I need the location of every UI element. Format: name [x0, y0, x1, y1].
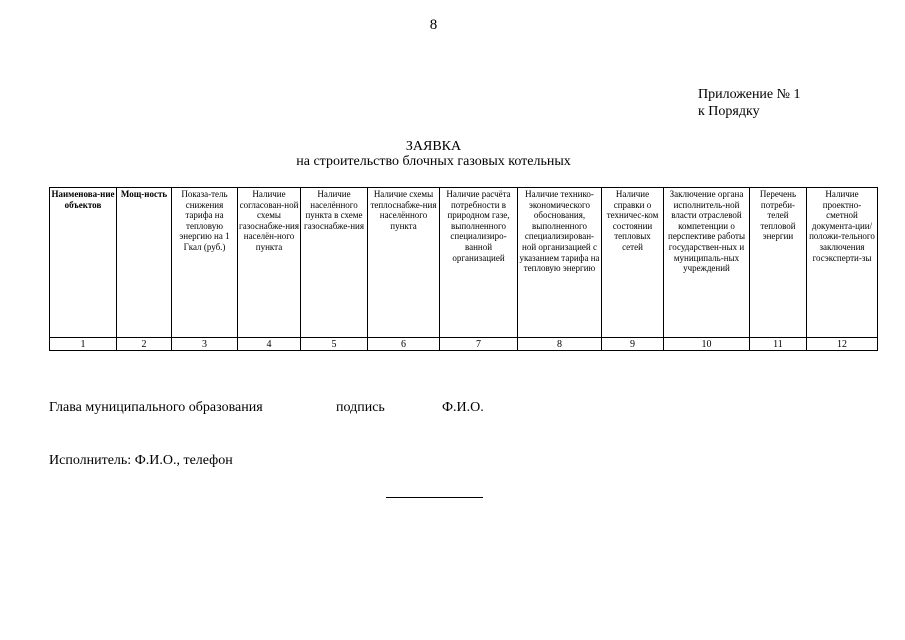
column-number: 6 [368, 338, 440, 351]
document-title: ЗАЯВКА [405, 139, 462, 154]
bottom-divider [386, 497, 483, 498]
signature-position: Глава муниципального образования [49, 400, 263, 415]
column-number: 9 [602, 338, 664, 351]
application-table [49, 187, 878, 351]
appendix-note [698, 86, 801, 120]
column-number: 3 [172, 338, 238, 351]
header-cell: Мощ-ность [117, 188, 172, 338]
column-number: 2 [117, 338, 172, 351]
column-number: 11 [750, 338, 807, 351]
header-cell: Наличие технико-экономического обоснования, выполненного специализирован-ной организацией с указанием тарифа на тепловую энергию [518, 188, 602, 338]
header-cell: Наличие согласован-ной схемы газоснабже-ния населён-ного пункта [238, 188, 301, 338]
signature-name-label: Ф.И.О. [442, 400, 484, 415]
title-block [0, 139, 867, 169]
column-number: 8 [518, 338, 602, 351]
header-cell: Показа-тель снижения тарифа на тепловую энергию на 1 Гкал (руб.) [172, 188, 238, 338]
appendix-line-2: к Порядку [698, 104, 760, 119]
table-header-row [50, 188, 878, 338]
page-number: 8 [429, 17, 438, 33]
signature-sign-label: подпись [336, 400, 385, 415]
executor-line: Исполнитель: Ф.И.О., телефон [49, 453, 233, 468]
header-cell: Наименова-ние объектов [50, 188, 117, 338]
header-cell: Перечень потреби-телей тепловой энергии [750, 188, 807, 338]
header-cell: Наличие справки о техничес-ком состоянии тепловых сетей [602, 188, 664, 338]
document-subtitle: на строительство блочных газовых котельных [296, 154, 571, 169]
header-cell: Наличие проектно-сметной документа-ции/положи-тельного заключения госэксперти-зы [807, 188, 878, 338]
column-number: 12 [807, 338, 878, 351]
column-number: 1 [50, 338, 117, 351]
header-cell: Наличие схемы теплоснабже-ния населённого пункта [368, 188, 440, 338]
column-number: 10 [664, 338, 750, 351]
appendix-line-1: Приложение № 1 [698, 87, 801, 102]
table-number-row [50, 338, 878, 351]
header-cell: Заключение органа исполнитель-ной власти отраслевой компетенции о перспективе работы государствен-ных и муниципаль-ных учреждений [664, 188, 750, 338]
column-number: 7 [440, 338, 518, 351]
column-number: 5 [301, 338, 368, 351]
column-number: 4 [238, 338, 301, 351]
header-cell: Наличие населённого пункта в схеме газоснабже-ния [301, 188, 368, 338]
header-cell: Наличие расчёта потребности в природном газе, выполненного специализиро-ванной организацией [440, 188, 518, 338]
